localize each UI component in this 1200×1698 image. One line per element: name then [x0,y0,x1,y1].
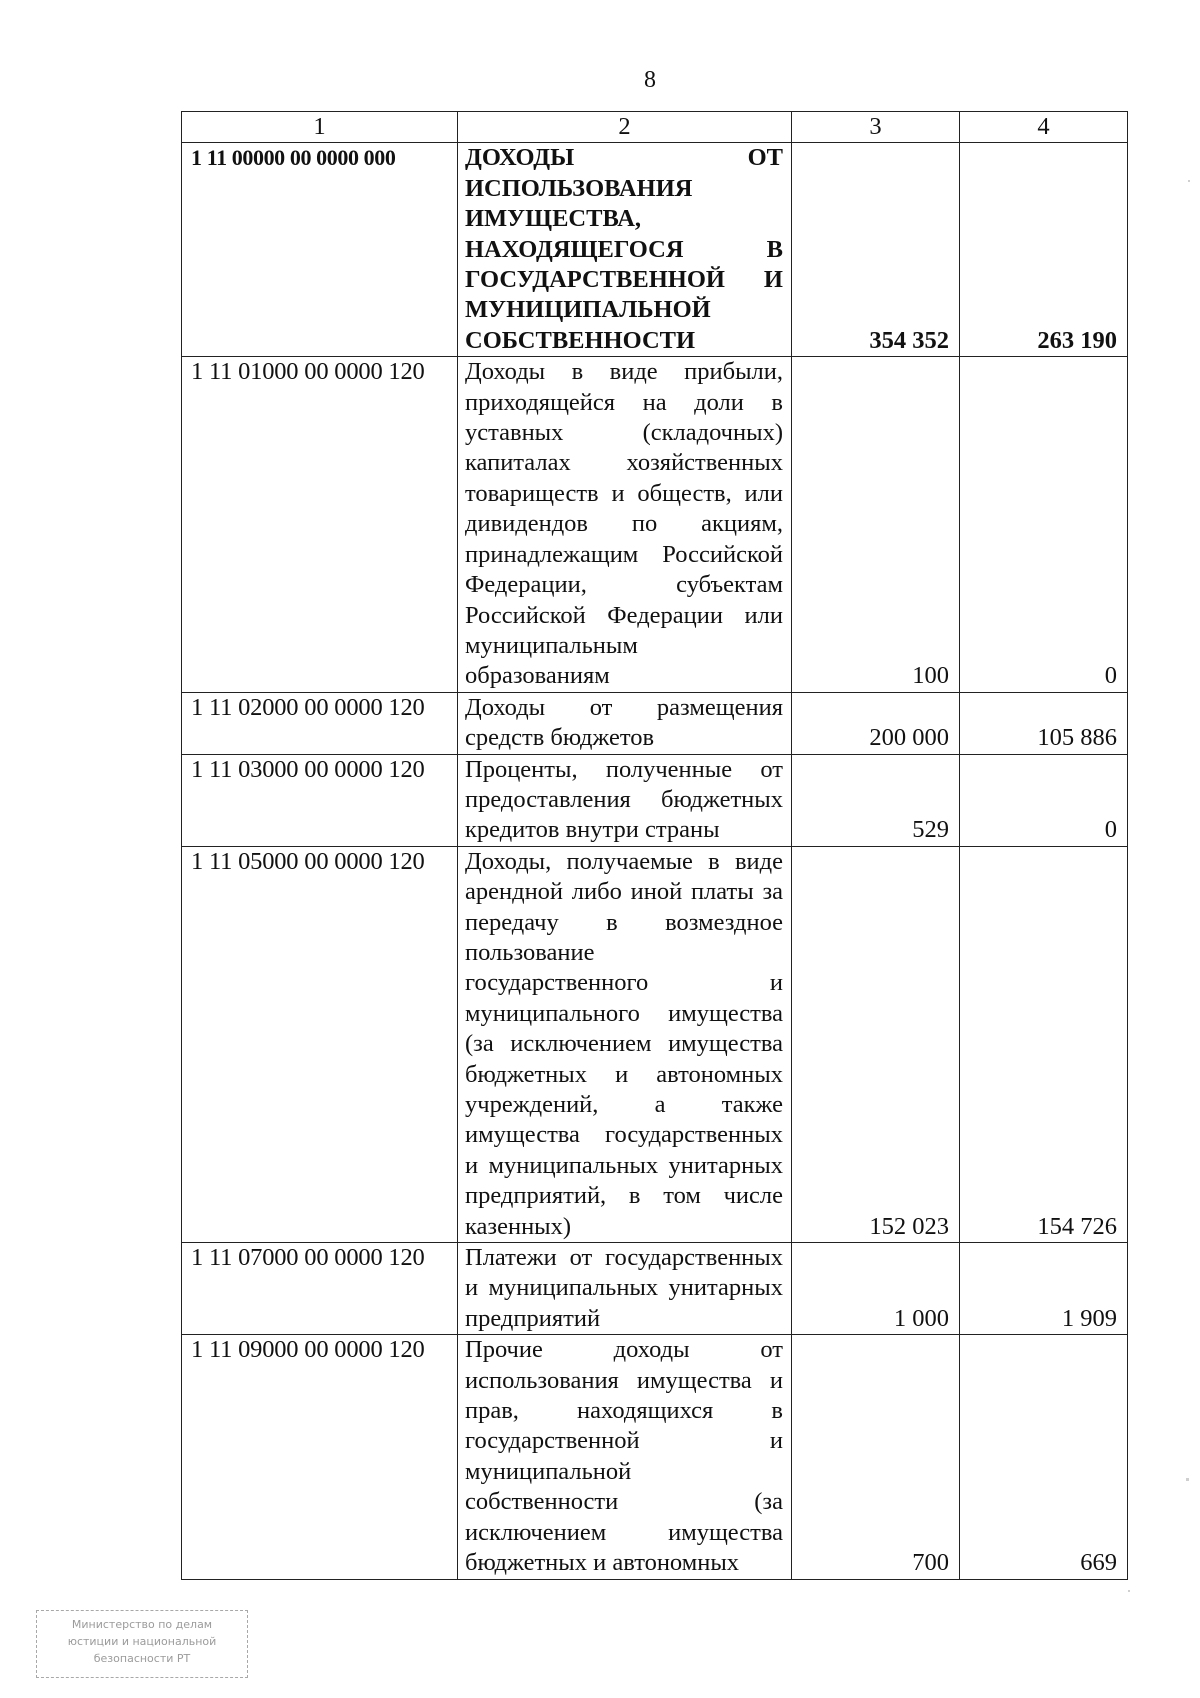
stamp-line: безопасности РТ [93,1652,191,1665]
revenue-name: Доходы, получаемые в виде арендной либо иной платы за передачу в возмездное пользование государственного и муниципального имущества (за исключением имущества бюджетных и автономных учреждений, а также имущества государственных и муниципальных унитарных предприятий, в том числе казенных) [458,846,792,1242]
revenue-value-col4: 0 [960,754,1128,846]
revenue-code: 1 11 09000 00 0000 120 [182,1335,458,1579]
page-number: 8 [644,67,656,93]
column-number-4: 4 [960,112,1128,143]
revenue-value-col3: 152 023 [792,846,960,1242]
stamp-line: Министерство по делам [71,1618,213,1631]
revenue-code: 1 11 02000 00 0000 120 [182,692,458,754]
table-row [182,1335,1128,1579]
table-row [182,692,1128,754]
revenue-code: 1 11 01000 00 0000 120 [182,357,458,692]
revenue-code: 1 11 05000 00 0000 120 [182,846,458,1242]
scan-edge-mark [1186,1478,1189,1481]
column-number-1: 1 [182,112,458,143]
revenue-name: Прочие доходы от использования имущества и прав, находящихся в государственной и муниципальной собственности (за исключением имущества бюджетных и автономных [458,1335,792,1579]
table-row [182,357,1128,692]
revenue-value-col3: 700 [792,1335,960,1579]
table-header-row [182,112,1128,143]
column-number-2: 2 [458,112,792,143]
revenue-name: ДОХОДЫ ОТ ИСПОЛЬЗОВАНИЯ ИМУЩЕСТВА, НАХОДЯЩЕГОСЯ В ГОСУДАРСТВЕННОЙ И МУНИЦИПАЛЬНОЙ СОБСТВЕННОСТИ [458,143,792,357]
revenue-value-col3: 1 000 [792,1243,960,1335]
table-row [182,1243,1128,1335]
revenue-value-col3: 200 000 [792,692,960,754]
revenue-value-col3: 529 [792,754,960,846]
revenue-value-col4: 1 909 [960,1243,1128,1335]
registration-stamp [36,1610,248,1678]
table-row [182,754,1128,846]
scan-edge-mark [1128,1590,1130,1592]
revenue-name: Платежи от государственных и муниципальных унитарных предприятий [458,1243,792,1335]
revenue-value-col3: 354 352 [792,143,960,357]
stamp-line: юстиции и национальной [67,1635,217,1648]
revenue-value-col4: 154 726 [960,846,1128,1242]
table-row [182,846,1128,1242]
revenue-code: 1 11 03000 00 0000 120 [182,754,458,846]
revenue-value-col4: 669 [960,1335,1128,1579]
revenue-code: 1 11 07000 00 0000 120 [182,1243,458,1335]
revenue-name: Проценты, полученные от предоставления бюджетных кредитов внутри страны [458,754,792,846]
scan-edge-mark [1188,180,1190,182]
budget-revenue-table [181,111,1128,1580]
revenue-name: Доходы в виде прибыли, приходящейся на доли в уставных (складочных) капиталах хозяйственных товариществ и обществ, или дивидендов по акциям, принадлежащим Российской Федерации, субъектам Российской Федерации или муниципальным образованиям [458,357,792,692]
revenue-name: Доходы от размещения средств бюджетов [458,692,792,754]
revenue-value-col4: 0 [960,357,1128,692]
revenue-code: 1 11 00000 00 0000 000 [182,143,458,357]
revenue-value-col4: 263 190 [960,143,1128,357]
revenue-value-col4: 105 886 [960,692,1128,754]
column-number-3: 3 [792,112,960,143]
revenue-value-col3: 100 [792,357,960,692]
table-row [182,143,1128,357]
